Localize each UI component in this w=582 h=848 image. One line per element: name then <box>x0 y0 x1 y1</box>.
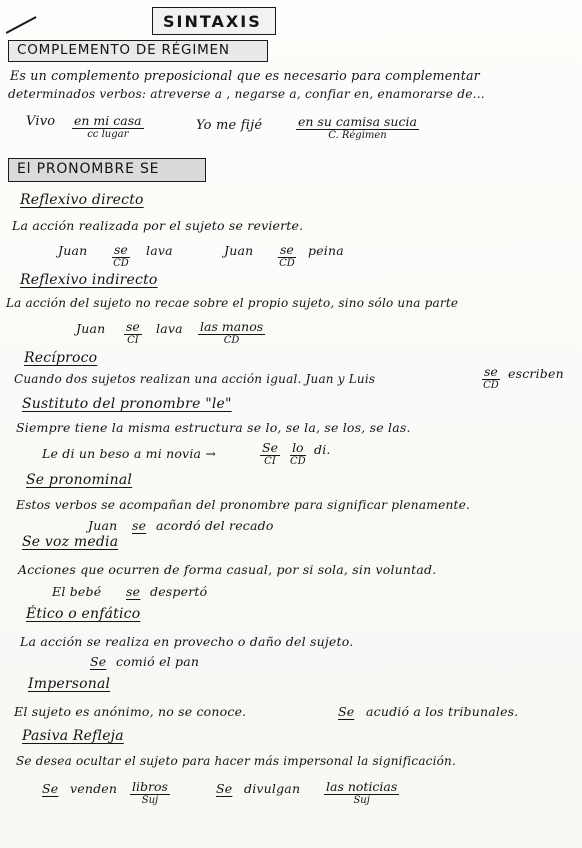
pasiva-ex1-mid: venden <box>70 781 118 796</box>
pronominal-title: Se pronominal <box>26 472 133 488</box>
fraction-bottom: CI <box>127 335 139 346</box>
pasiva-ex1-se: Se <box>42 781 59 796</box>
reflexivo-directo-ex1-fraction <box>112 242 130 270</box>
pasiva-ex2-se: Se <box>216 781 233 796</box>
reflexivo-directo-ex2-post: peina <box>308 243 344 258</box>
complemento-heading: COMPLEMENTO DE RÉGIMEN <box>17 42 230 58</box>
pasiva-ex2-fraction <box>324 779 399 807</box>
sustituto-post: di. <box>314 442 331 457</box>
complemento-def-line1: Es un complemento preposicional que es necesario para complementar <box>10 68 480 83</box>
complemento-def-line2: determinados verbos: atreverse a , negarse a, confiar en, enamorarse de... <box>8 87 485 101</box>
sustituto-ex-pre: Le di un beso a mi novia → <box>42 446 217 461</box>
fraction-top: Se <box>262 440 278 455</box>
reflexivo-indirecto-ex-pre: Juan <box>76 321 106 336</box>
fraction-bottom: C. Régimen <box>328 130 387 141</box>
pronominal-ex-post: acordó del recado <box>156 518 274 533</box>
fraction-bottom: CD <box>290 456 306 467</box>
etico-def: La acción se realiza en provecho o daño del sujeto. <box>20 634 354 649</box>
pronominal-ex-se: se <box>132 518 147 533</box>
reciproco-def: Cuando dos sujetos realizan una acción igual. Juan y Luis <box>14 372 376 386</box>
reflexivo-directo-ex2-fraction <box>278 242 296 270</box>
fraction-bottom: Suj <box>353 795 370 806</box>
sustituto-fraction-1 <box>260 440 280 468</box>
section-heading-complemento <box>8 40 268 62</box>
complemento-ex1-fraction <box>72 113 144 141</box>
fraction-top: se <box>280 242 294 257</box>
fraction-top: las noticias <box>326 779 398 794</box>
complemento-ex2-pre: Yo me fijé <box>196 118 263 133</box>
reciproco-fraction <box>482 364 500 392</box>
pasiva-ex1-fraction <box>130 779 170 807</box>
sustituto-def: Siempre tiene la misma estructura se lo, se la, se los, se las. <box>16 420 411 435</box>
impersonal-def-se: Se <box>338 704 355 719</box>
voz-media-ex-se: se <box>126 584 141 599</box>
pronominal-ex-pre: Juan <box>88 518 118 533</box>
fraction-top: las manos <box>200 319 264 334</box>
reflexivo-directo-ex1-post: lava <box>146 243 173 258</box>
fraction-top: libros <box>132 779 168 794</box>
etico-ex-se: Se <box>90 654 107 669</box>
sustituto-fraction-2 <box>290 440 306 468</box>
fraction-bottom: CI <box>264 456 276 467</box>
etico-ex-post: comió el pan <box>116 654 200 669</box>
sustituto-title: Sustituto del pronombre "le" <box>22 396 232 412</box>
pronombre-heading: El PRONOMBRE SE <box>17 161 160 177</box>
reciproco-title: Recíproco <box>24 350 98 366</box>
fraction-top: se <box>484 364 498 379</box>
reflexivo-indirecto-fraction-2 <box>198 319 265 347</box>
fraction-bottom: cc lugar <box>87 129 129 140</box>
fraction-bottom: CD <box>279 258 295 269</box>
reflexivo-directo-title: Reflexivo directo <box>20 192 144 208</box>
reflexivo-indirecto-title: Reflexivo indirecto <box>20 272 158 288</box>
corner-stroke <box>6 16 37 33</box>
pronominal-def: Estos verbos se acompañan del pronombre para significar plenamente. <box>16 498 471 512</box>
fraction-bottom: CD <box>113 258 129 269</box>
reflexivo-directo-ex1-pre: Juan <box>58 243 88 258</box>
pasiva-def: Se desea ocultar el sujeto para hacer más impersonal la significación. <box>16 754 456 768</box>
fraction-top: se <box>126 319 140 334</box>
voz-media-def: Acciones que ocurren de forma casual, por si sola, sin voluntad. <box>18 562 437 577</box>
page-title: SINTAXIS <box>163 12 262 31</box>
fraction-bottom: CD <box>223 335 240 346</box>
fraction-top: en mi casa <box>74 113 142 128</box>
reflexivo-indirecto-ex-mid: lava <box>156 321 183 336</box>
reflexivo-indirecto-def: La acción del sujeto no recae sobre el propio sujeto, sino sólo una parte <box>6 296 459 310</box>
pasiva-ex2-mid: divulgan <box>244 781 301 796</box>
reciproco-post: escriben <box>508 366 564 381</box>
reflexivo-directo-ex2-pre: Juan <box>224 243 254 258</box>
fraction-bottom: Suj <box>141 795 159 806</box>
etico-title: Ético o enfático <box>26 606 141 622</box>
voz-media-ex-pre: El bebé <box>52 584 102 599</box>
pasiva-title: Pasiva Refleja <box>22 728 124 744</box>
complemento-ex1-pre: Vivo <box>26 114 56 129</box>
fraction-top: se <box>114 242 128 257</box>
voz-media-ex-post: despertó <box>150 584 208 599</box>
impersonal-def-post: acudió a los tribunales. <box>366 704 519 719</box>
section-heading-pronombre <box>8 158 206 182</box>
fraction-top: en su camisa sucia <box>298 114 417 129</box>
voz-media-title: Se voz media <box>22 534 119 550</box>
impersonal-title: Impersonal <box>28 676 111 692</box>
fraction-bottom: CD <box>483 380 499 391</box>
impersonal-def-pre: El sujeto es anónimo, no se conoce. <box>14 704 247 719</box>
fraction-top: lo <box>292 440 304 455</box>
reflexivo-indirecto-fraction-1 <box>124 319 142 347</box>
title-box <box>152 7 276 35</box>
reflexivo-directo-def: La acción realizada por el sujeto se revierte. <box>12 218 304 233</box>
complemento-ex2-fraction <box>296 114 419 142</box>
